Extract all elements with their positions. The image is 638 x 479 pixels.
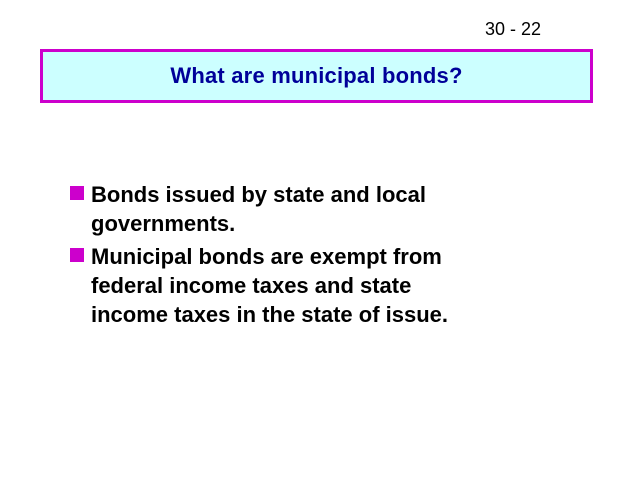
- bullet-1-line-1: Bonds issued by state and local: [91, 182, 426, 207]
- bullet-list: [70, 180, 600, 333]
- bullet-item-1: [70, 180, 600, 238]
- title-box: [40, 49, 593, 103]
- bullet-1-line-2: governments.: [91, 211, 236, 236]
- bullet-2-line-2: federal income taxes and state: [91, 273, 412, 298]
- bullet-item-2: [70, 242, 600, 329]
- square-bullet-icon: [70, 248, 84, 262]
- slide-number: 30 - 22: [485, 19, 542, 39]
- slide-title: What are municipal bonds?: [170, 63, 463, 88]
- bullet-2-line-3: income taxes in the state of issue.: [91, 302, 449, 327]
- bullet-2-line-1: Municipal bonds are exempt from: [91, 244, 442, 269]
- square-bullet-icon: [70, 186, 84, 200]
